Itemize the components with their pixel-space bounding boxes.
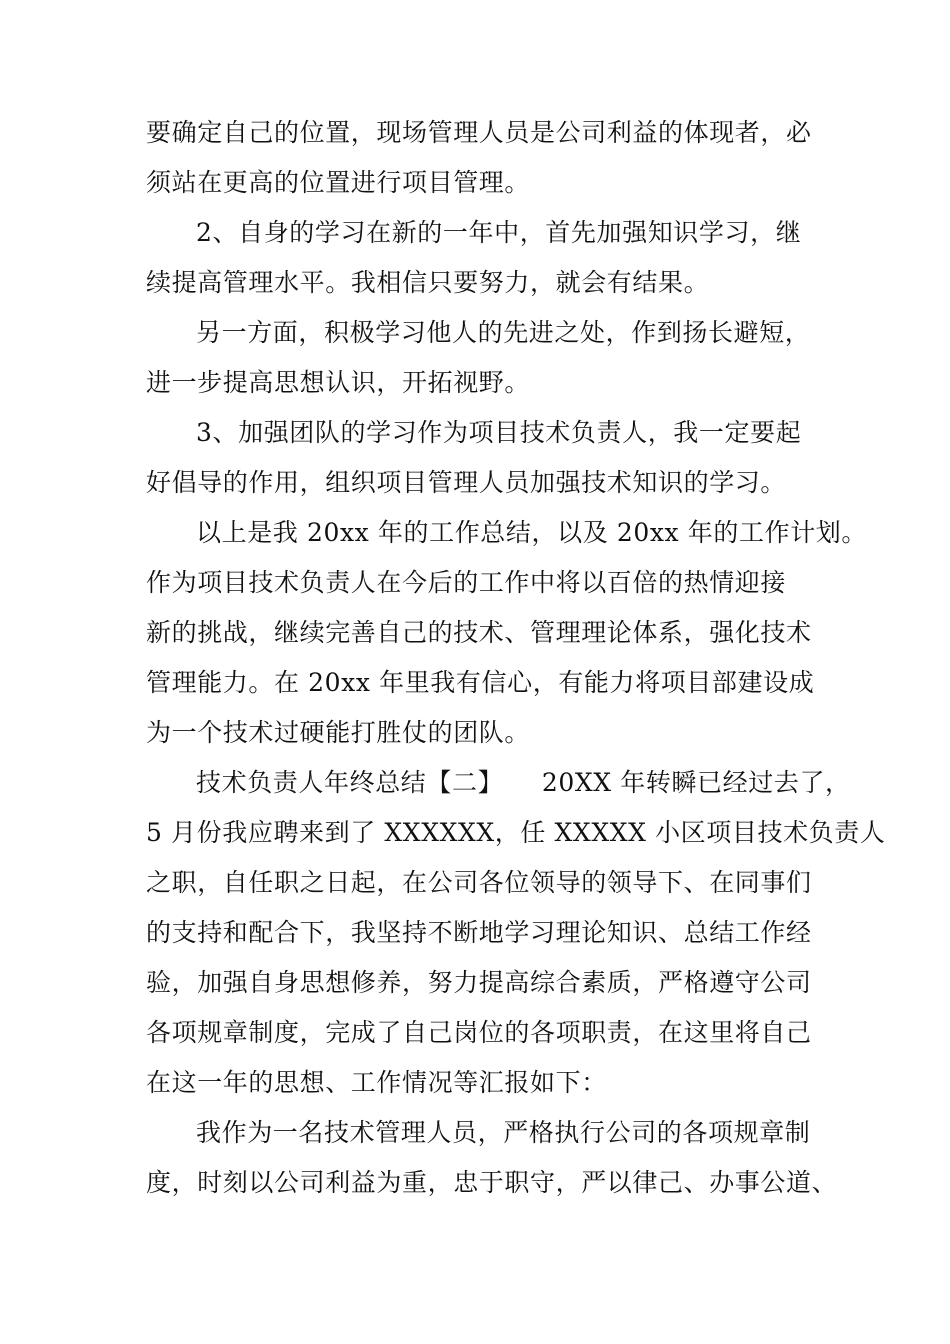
text-line: 在这一年的思想、工作情况等汇报如下： <box>146 1068 607 1097</box>
text-line: 进一步提高思想认识，开拓视野。 <box>146 368 531 397</box>
text-line: 3、加强团队的学习作为项目技术负责人，我一定要起 <box>196 418 802 447</box>
text-line: 续提高管理水平。我相信只要努力，就会有结果。 <box>146 268 710 297</box>
text-line: 新的挑战，继续完善自己的技术、管理理论体系，强化技术 <box>146 618 812 647</box>
text-line: 须站在更高的位置进行项目管理。 <box>146 168 531 197</box>
text-line: 为一个技术过硬能打胜仗的团队。 <box>146 718 531 747</box>
text-line: 的支持和配合下，我坚持不断地学习理论知识、总结工作经 <box>146 918 812 947</box>
text-line: 以上是我 20xx 年的工作总结，以及 20xx 年的工作计划。 <box>196 518 868 547</box>
text-line: 我作为一名技术管理人员，严格执行公司的各项规章制 <box>196 1118 811 1147</box>
text-line: 管理能力。在 20xx 年里我有信心，有能力将项目部建设成 <box>146 668 815 697</box>
text-line: 技术负责人年终总结【二】 20XX 年转瞬已经过去了， <box>196 768 851 797</box>
text-line: 各项规章制度，完成了自己岗位的各项职责，在这里将自己 <box>146 1018 812 1047</box>
text-line: 另一方面，积极学习他人的先进之处，作到扬长避短， <box>196 318 811 347</box>
document-body <box>146 108 886 1208</box>
text-line: 2、自身的学习在新的一年中，首先加强知识学习，继 <box>196 218 802 247</box>
text-line: 要确定自己的位置，现场管理人员是公司利益的体现者，必 <box>146 118 812 147</box>
text-line: 度，时刻以公司利益为重，忠于职守，严以律己、办事公道、 <box>146 1168 838 1197</box>
text-line: 之职，自任职之日起，在公司各位领导的领导下、在同事们 <box>146 868 812 897</box>
text-line: 验，加强自身思想修养，努力提高综合素质，严格遵守公司 <box>146 968 812 997</box>
text-line: 5 月份我应聘来到了 XXXXXX，任 XXXXX 小区项目技术负责人 <box>146 818 886 847</box>
text-line: 好倡导的作用，组织项目管理人员加强技术知识的学习。 <box>146 468 787 497</box>
text-line: 作为项目技术负责人在今后的工作中将以百倍的热情迎接 <box>146 568 787 597</box>
